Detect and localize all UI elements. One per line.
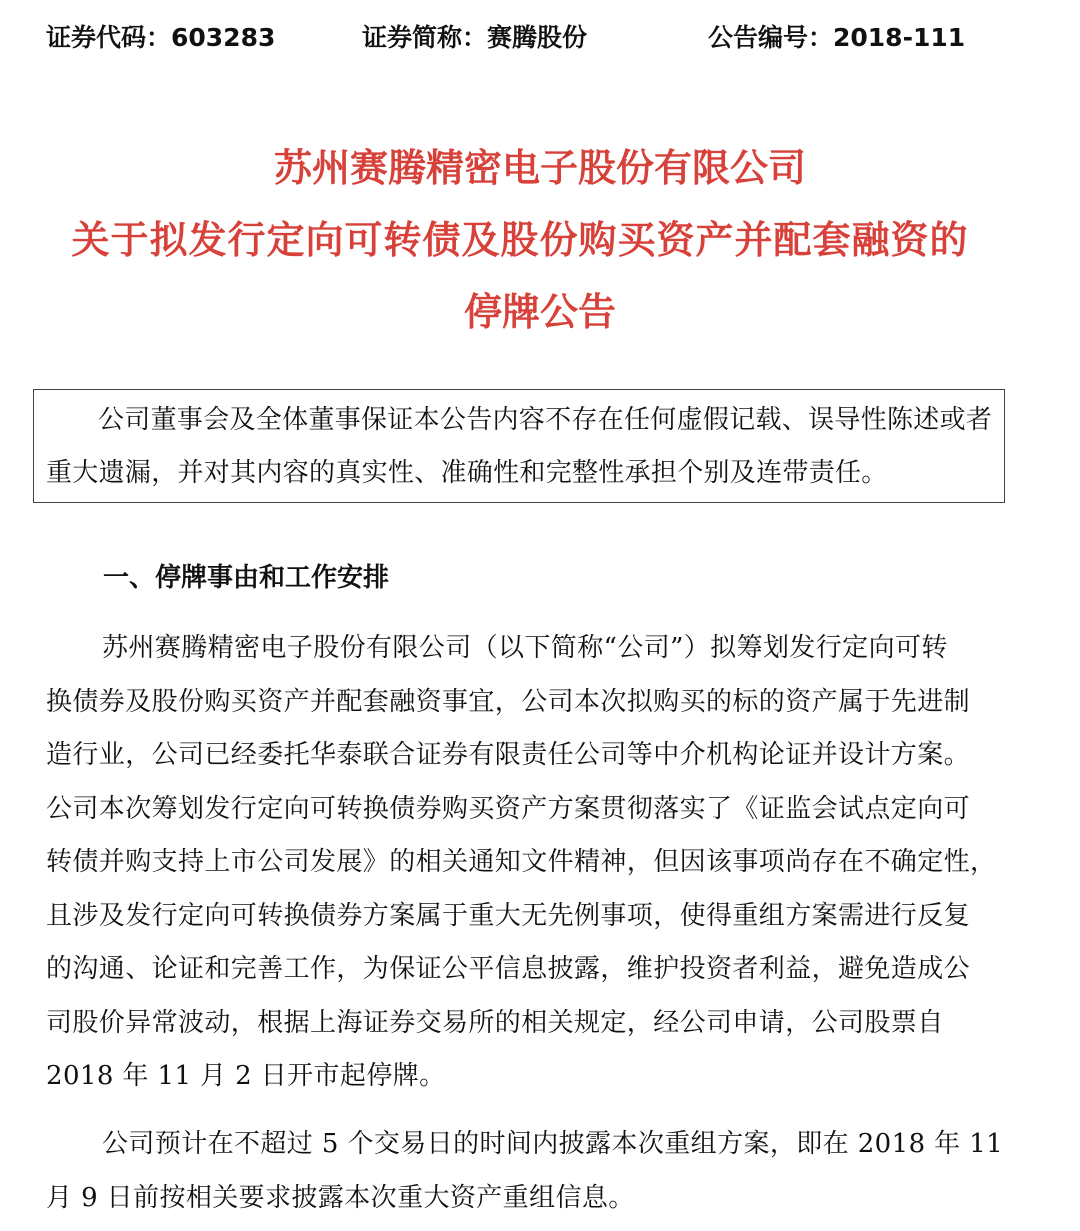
section-heading: 一、停牌事由和工作安排 bbox=[103, 563, 390, 593]
header-bar bbox=[0, 18, 1080, 58]
paragraph-line: 公司预计在不超过 5 个交易日的时间内披露本次重组方案，即在 2018 年 11 bbox=[102, 1129, 1004, 1159]
document-title bbox=[0, 132, 1080, 348]
paragraph-line: 2018 年 11 月 2 日开市起停牌。 bbox=[46, 1061, 446, 1091]
paragraph-line: 司股价异常波动，根据上海证券交易所的相关规定，经公司申请，公司股票自 bbox=[46, 1007, 944, 1038]
disclaimer-box bbox=[33, 389, 1005, 503]
title-line-company: 苏州赛腾精密电子股份有限公司 bbox=[273, 146, 806, 190]
paragraph-line: 换债券及股份购买资产并配套融资事宜，公司本次拟购买的标的资产属于先进制 bbox=[46, 686, 971, 717]
paragraph-suspension-reason bbox=[46, 622, 996, 1104]
security-abbreviation: 证券简称：赛腾股份 bbox=[362, 23, 588, 52]
paragraph-line: 造行业，公司已经委托华泰联合证券有限责任公司等中介机构论证并设计方案。 bbox=[46, 740, 971, 770]
paragraph-line: 且涉及发行定向可转换债券方案属于重大无先例事项，使得重组方案需进行反复 bbox=[46, 900, 971, 931]
paragraph-line: 月 9 日前按相关要求披露本次重大资产重组信息。 bbox=[46, 1182, 635, 1213]
title-line-subject: 关于拟发行定向可转债及股份购买资产并配套融资的 bbox=[71, 218, 969, 262]
paragraph-disclosure-plan bbox=[46, 1118, 1004, 1225]
notice-number: 公告编号：2018-111 bbox=[708, 23, 966, 52]
disclaimer-text: 公司董事会及全体董事保证本公告内容不存在任何虚假记载、误导性陈述或者重大遗漏，并对其内容的真实性、准确性和完整性承担个别及连带责任。 bbox=[46, 405, 993, 488]
title-line-type: 停牌公告 bbox=[463, 290, 616, 334]
paragraph-line: 苏州赛腾精密电子股份有限公司（以下简称“公司”）拟筹划发行定向可转 bbox=[102, 633, 948, 663]
paragraph-line: 公司本次筹划发行定向可转换债券购买资产方案贯彻落实了《证监会试点定向可 bbox=[46, 793, 971, 824]
security-code: 证券代码：603283 bbox=[46, 23, 276, 52]
paragraph-line: 的沟通、论证和完善工作，为保证公平信息披露，维护投资者利益，避免造成公 bbox=[46, 954, 971, 984]
paragraph-line: 转债并购支持上市公司发展》的相关通知文件精神，但因该事项尚存在不确定性， bbox=[46, 847, 997, 877]
